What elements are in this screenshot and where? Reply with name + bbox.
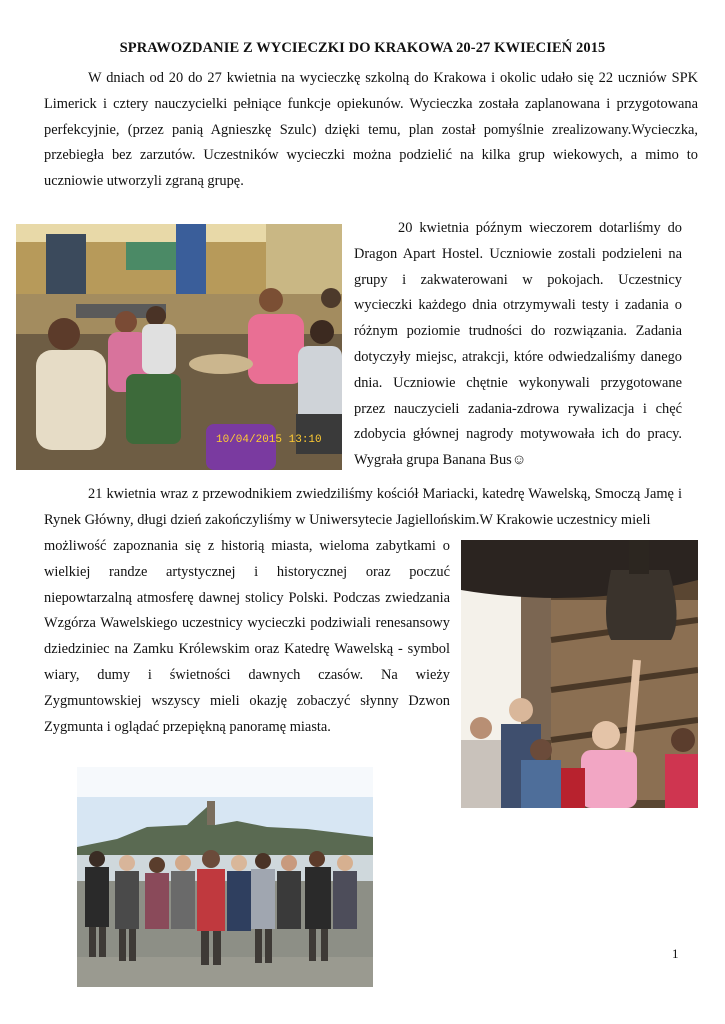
photo-sigismund-bell [461,540,698,808]
photo-date-stamp: 10/04/2015 13:10 [216,434,322,446]
photo-students-station [16,224,342,470]
document-title: SPRAWOZDANIE Z WYCIECZKI DO KRAKOWA 20-27 KWIECIEŃ 2015 [119,40,606,56]
paragraph-april-21-lead: 21 kwietnia wraz z przewodnikiem zwiedziliśmy kościół Mariacki, katedrę Wawelską, Smoczą Jamę i Rynek Główny, długi dzień zakończyliśmy w Uniwersytecie Jagiellońskim.W Krakowie uczestnicy mieli [44,486,682,528]
paragraph-april-21-rest: możliwość zapoznania się z historią miasta, wieloma zabytkami o wielkiej randze artystycznej i historycznej oraz poczuć niepowtarzalną atmosferę dawnej stolicy Polski. Podczas zwiedzania Wzgórza Wawelskiego uczestnicy wycieczki podziwiali renesansowy dziedziniec na Zamku Królewskim oraz Katedrę Wawelską - symbol wiary, dumy i świetności dawnych czasów. Na wieży Zygmuntowskiej wszyscy mieli okazję zobaczyć słynny Dzwon Zygmunta i oglądać przepiękną panoramę miasta. [44,538,450,735]
paragraph-intro: W dniach od 20 do 27 kwietnia na wycieczkę szkolną do Krakowa i okolic udało się 22 uczniów SPK Limerick i cztery nauczycielki pełniące funkcje opiekunów. Wycieczka została zaplanowana i przygotowana perfekcyjnie, (przez panią Agnieszkę Szulc) dzięki temu, plan został pomyślnie zrealizowany.Wycieczka, przebiegła bez zarzutów. Uczestników wycieczki można podzielić na kilka grup wiekowych, a mimo to uczniowie utworzyli zgraną grupę. [44,70,698,190]
page-number: 1 [672,946,679,961]
paragraph-april-20: 20 kwietnia późnym wieczorem dotarliśmy do Dragon Apart Hostel. Uczniowie zostali podzieleni na grupy i zakwaterowani w pokojach. Uczestnicy wycieczki każdego dnia otrzymywali testy i zadania o różnym poziomie trudności do rozwiązania. Zadania dotyczyły miejsc, atrakcji, które odwiedzaliśmy danego dnia. Uczniowie chętnie wykonywali przygotowane przez nauczycieli zadania-zdrowa rywalizacja i chęć zdobycia głównej nagrody motywowała ich do pracy. Wygrała grupa Banana Bus☺ [354,220,682,469]
photo-group-wawel [77,767,373,987]
